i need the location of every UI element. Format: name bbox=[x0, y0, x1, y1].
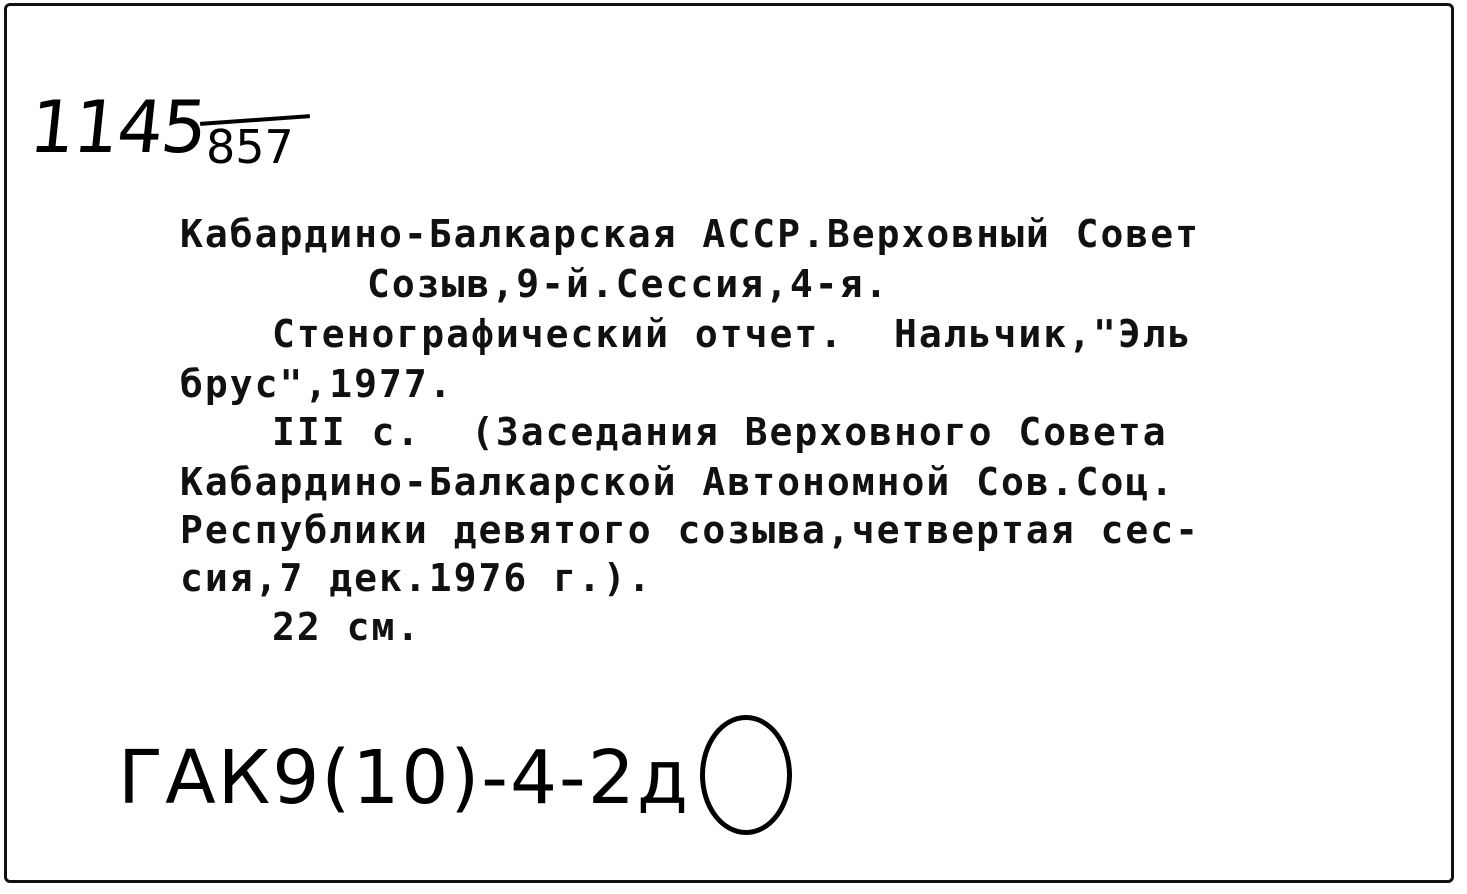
card-line-2: Созыв,9-й.Сессия,4-я. bbox=[367, 262, 890, 306]
call-number: 1145 bbox=[25, 85, 210, 169]
shelf-mark: ГАК9(10)-4-2д bbox=[118, 735, 691, 821]
card-line-4: брус",1977. bbox=[180, 362, 454, 406]
card-line-1: Кабардино-Балкарская АССР.Верховный Совет bbox=[180, 212, 1200, 256]
card-line-6: Кабардино-Балкарской Автономной Сов.Соц. bbox=[180, 460, 1176, 504]
card-line-9: 22 см. bbox=[272, 605, 422, 649]
card-line-3: Стенографический отчет. Нальчик,"Эль bbox=[272, 312, 1193, 356]
card-line-8: сия,7 дек.1976 г.). bbox=[180, 556, 653, 600]
circle-mark-icon bbox=[700, 715, 792, 835]
card-line-7: Республики девятого созыва,четвертая сес- bbox=[180, 508, 1200, 552]
card-line-5: III с. (Заседания Верховного Совета bbox=[272, 410, 1168, 454]
call-number-sub: 857 bbox=[206, 120, 294, 174]
